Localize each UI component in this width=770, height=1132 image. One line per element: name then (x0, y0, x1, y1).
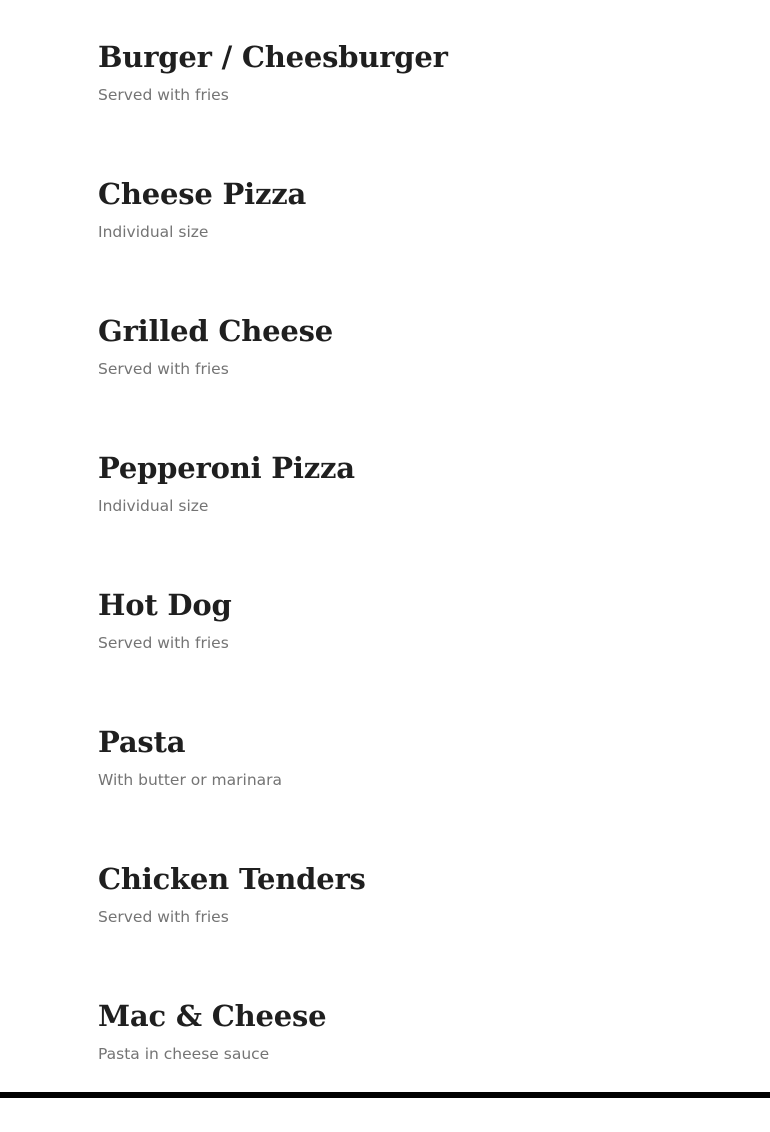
menu-item-description: With butter or marinara (98, 771, 283, 789)
menu-item (98, 858, 698, 995)
menu-item-name: Hot Dog (98, 588, 232, 622)
bottom-border-bar (0, 1092, 770, 1098)
menu-item (98, 310, 698, 447)
menu-item-description: Served with fries (98, 86, 229, 104)
menu-item-name: Chicken Tenders (98, 862, 366, 896)
menu-item-description: Served with fries (98, 634, 229, 652)
menu-item-description: Served with fries (98, 360, 229, 378)
menu-item-description: Served with fries (98, 908, 229, 926)
menu-item-name: Cheese Pizza (98, 177, 307, 211)
menu-item (98, 995, 698, 1132)
menu-item-description: Pasta in cheese sauce (98, 1045, 270, 1063)
menu-item-description: Individual size (98, 223, 209, 241)
menu-item-description: Individual size (98, 497, 209, 515)
menu-item-name: Grilled Cheese (98, 314, 333, 348)
menu-item-name: Pasta (98, 725, 186, 759)
menu-item-name: Burger / Cheesburger (98, 40, 448, 74)
menu-item (98, 721, 698, 858)
menu-item (98, 447, 698, 584)
menu-item (98, 173, 698, 310)
menu-list (98, 36, 698, 1132)
menu-item-name: Pepperoni Pizza (98, 451, 355, 485)
menu-item-name: Mac & Cheese (98, 999, 327, 1033)
menu-item (98, 36, 698, 173)
menu-item (98, 584, 698, 721)
